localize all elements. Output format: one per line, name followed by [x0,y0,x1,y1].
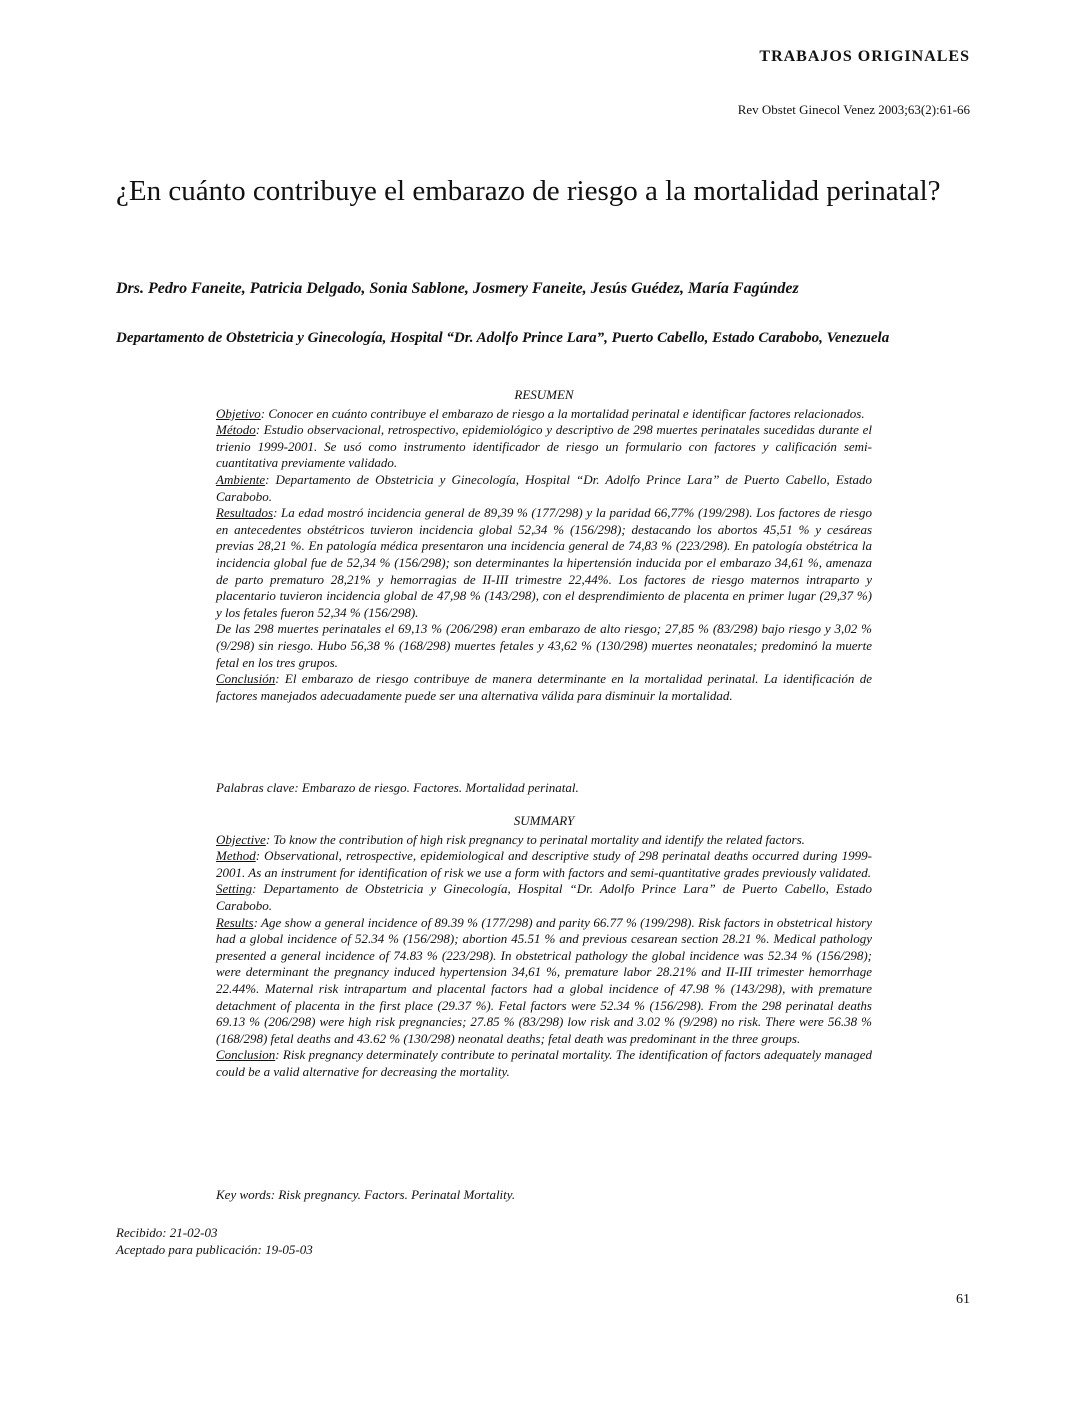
ambiente-label: Ambiente [216,471,266,487]
results-label: Results [216,914,254,930]
summary-objective [216,832,872,849]
summary-results [216,915,872,1048]
method-text: : Observational, retrospective, epidemiological and descriptive study of 298 perinatal deaths occurred during 1999-2001. As an instrument for identification of risk we use a form with factors and semi-quantitative grades previously validated. [216,848,872,880]
conclusion-text: : El embarazo de riesgo contribuye de manera determinante en la mortalidad perinatal. La identificación de factores manejados adecuadamente puede ser una alternativa válida para disminuir la mortalidad. [216,671,872,703]
resumen-objetivo [216,406,872,423]
setting-text: : Departamento de Obstetricia y Ginecología, Hospital “Dr. Adolfo Prince Lara” de Puerto Cabello, Estado Carabobo. [216,881,872,913]
affiliation: Departamento de Obstetricia y Ginecología, Hospital “Dr. Adolfo Prince Lara”, Puerto Cabello, Estado Carabobo, Venezuela [116,330,890,346]
submission-dates [116,1224,313,1258]
summary-setting [216,881,872,914]
resumen-resultados-2: De las 298 muertes perinatales el 69,13 % (206/298) eran embarazo de alto riesgo; 27,85 % (83/298) bajo riesgo y 3,02 % (9/298) sin riesgo. Hubo 56,38 % (168/298) muertes fetales y 43,62 % (130/298) muertes neonatales; predominó la muerte fetal en los tres grupos. [216,621,872,670]
resumen-ambiente [216,472,872,505]
resumen-metodo [216,422,872,472]
metodo-text: : Estudio observacional, retrospectivo, epidemiológico y descriptivo de 298 muertes perinatales sucedidas durante el trienio 1999-2001. Se usó como instrumento identificador de riesgo un formulario con factores y calificación semi-cuantitativa previamente validado. [216,422,872,471]
objetivo-text: : Conocer en cuánto contribuye el embarazo de riesgo a la mortalidad perinatal e identificar factores relacionados. [260,405,865,421]
journal-citation: Rev Obstet Ginecol Venez 2003;63(2):61-66 [737,102,970,117]
resumen-conclusion [216,671,872,704]
article-title: ¿En cuánto contribuye el embarazo de riesgo a la mortalidad perinatal? [116,175,941,207]
author-list: Drs. Pedro Faneite, Patricia Delgado, Sonia Sablone, Josmery Faneite, Jesús Guédez, María Fagúndez [116,280,799,297]
palabras-clave: Palabras clave: Embarazo de riesgo. Factores. Mortalidad perinatal. [216,780,579,795]
setting-label: Setting [216,881,253,897]
section-tag: TRABAJOS ORIGINALES [759,48,970,65]
ambiente-text: : Departamento de Obstetricia y Ginecología, Hospital “Dr. Adolfo Prince Lara” de Puerto Cabello, Estado Carabobo. [216,471,872,504]
resultados-text: : La edad mostró incidencia general de 89,39 % (177/298) y la paridad 66,77% (199/298). Los factores de riesgo en antecedentes obstétricos tuvieron incidencia global 52,34 % (156/298); destacando los abortos 45,51 % y cesáreas previas 28,21 %. En patología médica presentaron una incidencia general de 74,83 % (223/298). En patología obstétrica la incidencia global fue de 52,34 % (156/298); son determinantes la hipertensión inducida por el embarazo 34,61 %, amenaza de parto prematuro 28,21% y hemorragias de II-III trimestre 22,44%. Los factores de riesgo maternos intraparto y placentario tuvieron incidencia global de 47,98 % (143/298), con el desprendimiento de placenta en primer lugar (29,37 %) y los fetales fueron 52,34 % (156/298). [216,505,872,620]
conclusion-label: Conclusión [216,671,276,687]
page-number: 61 [956,1292,970,1307]
resumen-block [216,387,872,704]
resultados-label: Resultados [216,505,274,521]
objetivo-label: Objetivo [216,405,261,421]
method-label: Method [216,848,256,864]
summary-method [216,848,872,881]
summary-block [216,813,872,1081]
resumen-heading: RESUMEN [514,387,574,402]
results-text: : Age show a general incidence of 89.39 % (177/298) and parity 66.77 % (199/298). Risk factors in obstetrical history had a global incidence of 52.34 % (156/298); abortion 45.51 % and previous cesarean section 28.21 %. Medical pathology presented a general incidence of 74.83 % (223/298). In obstetrical pathology the global incidence was 52.34 % (156/298); were determinant the pregnancy induced hypertension 34,61 %, premature labor 28.21% and II-III trimester hemorrhage 22.44%. Maternal risk intrapartum and placental factors had a global incidence of 47.98 % (143/298), with premature detachment of placenta in the first place (29.37 %). Fetal factors were 52.34 % (156/298). From the 298 perinatal deaths 69.13 % (206/298) were high risk pregnancies; 27.85 % (83/298) low risk and 3.02 % (9/298) no risk. There were 56.38 % (168/298) fetal deaths and 43.62 % (130/298) neonatal deaths; fetal death was predominant in the three groups. [216,914,872,1046]
key-words: Key words: Risk pregnancy. Factors. Perinatal Mortality. [216,1187,516,1202]
objective-text: : To know the contribution of high risk pregnancy to perinatal mortality and identify the related factors. [265,831,805,847]
received-date: Recibido: 21-02-03 [116,1225,218,1240]
summary-heading: SUMMARY [513,813,575,828]
conclusion-label-en: Conclusion [216,1047,276,1063]
resumen-resultados [216,505,872,621]
summary-conclusion [216,1047,872,1080]
metodo-label: Método [216,422,256,438]
objective-label: Objective [216,831,266,847]
conclusion-text-en: : Risk pregnancy determinately contribute to perinatal mortality. The identification of factors adequately managed could be a valid alternative for decreasing the mortality. [216,1047,872,1079]
accepted-date: Aceptado para publicación: 19-05-03 [116,1242,313,1257]
